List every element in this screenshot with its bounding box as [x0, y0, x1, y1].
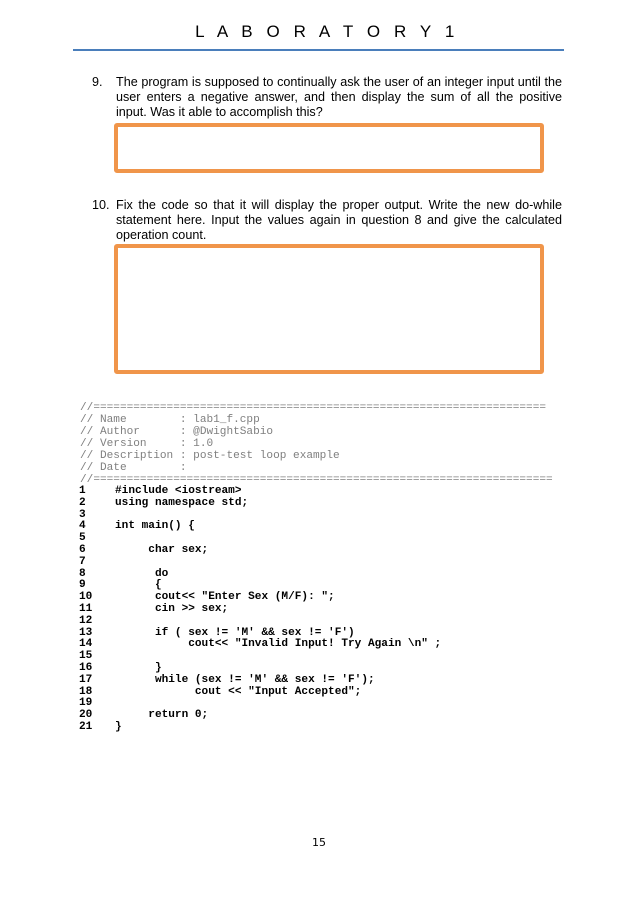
line-code: return 0; — [115, 709, 209, 722]
line-number: 9 — [79, 579, 86, 592]
code-line — [80, 687, 553, 699]
header-rule — [73, 49, 564, 51]
line-code: if ( sex != 'M' && sex != 'F') — [115, 626, 355, 639]
line-code: cout<< "Enter Sex (M/F): "; — [115, 591, 335, 604]
code-listing — [80, 402, 553, 734]
line-number: 7 — [79, 555, 86, 568]
answer-box-question-10[interactable] — [114, 244, 544, 374]
code-comment-line: //===================================================================== — [80, 474, 553, 486]
line-number: 8 — [79, 567, 86, 580]
code-comment-line: // Description : post-test loop example — [80, 450, 340, 462]
line-number: 19 — [79, 697, 93, 710]
line-number: 11 — [79, 602, 93, 615]
line-number: 6 — [79, 543, 86, 556]
line-number: 21 — [79, 720, 93, 733]
line-number: 16 — [79, 661, 93, 674]
code-line — [80, 557, 553, 569]
line-number: 13 — [79, 626, 93, 639]
line-code: while (sex != 'M' && sex != 'F'); — [115, 673, 375, 686]
line-code: { — [115, 579, 162, 592]
page-header: L A B O R A T O R Y 1 — [195, 22, 459, 41]
line-number: 12 — [79, 614, 93, 627]
line-code: #include <iostream> — [115, 485, 242, 497]
page-number: 15 — [312, 836, 326, 849]
line-number: 17 — [79, 673, 93, 686]
code-comment-line: // Author : @DwightSabio — [80, 426, 274, 438]
line-code: cout<< "Invalid Input! Try Again \n" ; — [115, 638, 442, 651]
line-number: 2 — [79, 496, 86, 509]
code-line — [80, 616, 553, 628]
code-line — [80, 675, 553, 687]
line-code: cout << "Input Accepted"; — [115, 685, 362, 698]
code-comment-line: // Version : 1.0 — [80, 438, 214, 450]
line-number: 15 — [79, 650, 93, 663]
line-number: 5 — [79, 532, 86, 545]
code-line — [80, 710, 553, 722]
code-comment-line: //==================================================================== — [80, 402, 547, 414]
question-number: 10. — [92, 198, 110, 212]
line-code: } — [115, 661, 162, 674]
code-line — [80, 639, 553, 651]
question-text: The program is supposed to continually ask the user of an integer input until the user enters a negative answer, and then display the sum of all the positive input. Was it able to accomplish this? — [116, 75, 562, 119]
code-comment-line: // Date : — [80, 462, 187, 474]
question-text: Fix the code so that it will display the proper output. Write the new do-while statement here. Input the values again in question 8 and give the calculated operation count. — [116, 198, 562, 242]
line-code: do — [115, 567, 169, 580]
code-comment-line: // Name : lab1_f.cpp — [80, 414, 260, 426]
line-number: 18 — [79, 685, 93, 698]
line-code: char sex; — [115, 543, 209, 556]
line-number: 14 — [79, 638, 93, 651]
line-number: 1 — [79, 485, 86, 497]
code-line — [80, 604, 553, 616]
line-number: 20 — [79, 709, 93, 722]
code-line — [80, 521, 553, 533]
line-number: 10 — [79, 591, 93, 604]
line-code: } — [115, 720, 122, 733]
answer-box-question-9[interactable] — [114, 123, 544, 173]
question-number: 9. — [92, 75, 103, 89]
line-code: cin >> sex; — [115, 602, 229, 615]
line-code: int main() { — [115, 520, 195, 533]
code-line — [80, 663, 553, 675]
line-number: 3 — [79, 508, 86, 521]
code-line — [80, 545, 553, 557]
line-number: 4 — [79, 520, 86, 533]
code-line — [80, 498, 553, 510]
code-line — [80, 722, 553, 734]
line-code: using namespace std; — [115, 496, 249, 509]
